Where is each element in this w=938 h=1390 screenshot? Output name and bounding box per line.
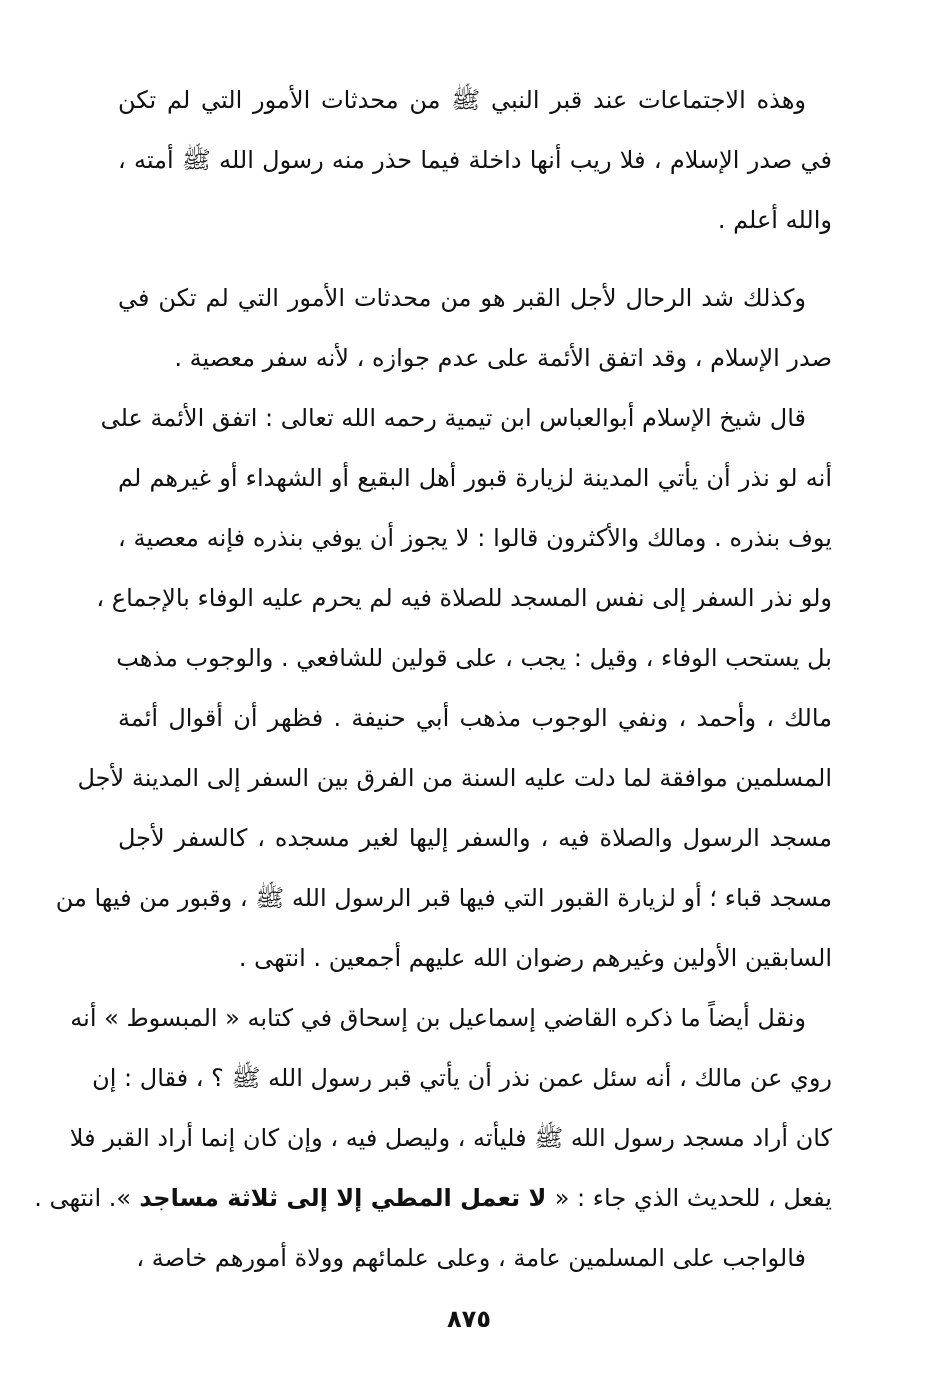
text-line: ولو نذر السفر إلى نفس المسجد للصلاة فيه لم يحرم عليه الوفاء بالإجماع ،	[96, 584, 832, 612]
hadith-quote: لا تعمل المطي إلا إلى ثلاثة مساجد	[131, 1184, 555, 1212]
text-line: فالواجب على المسلمين عامة ، وعلى علمائهم وولاة أمورهم خاصة ،	[136, 1244, 806, 1272]
text-line: مسجد الرسول والصلاة فيه ، والسفر إليها لغير مسجده ، كالسفر لأجل	[118, 824, 832, 852]
paragraph-4	[34, 988, 832, 1228]
text-line: وهذه الاجتماعات عند قبر النبي ﷺ من محدثات الأمور التي لم تكن	[118, 86, 806, 114]
text-line: ونقل أيضاً ما ذكره القاضي إسماعيل بن إسحاق في كتابه « المبسوط » أنه	[70, 1004, 806, 1032]
paragraph-3	[55, 388, 832, 988]
paragraph-gap	[118, 250, 832, 268]
text-line: المسلمين موافقة لما دلت عليه السنة من الفرق بين السفر إلى المدينة لأجل	[77, 764, 832, 792]
text-line: صدر الإسلام ، وقد اتفق الأئمة على عدم جوازه ، لأنه سفر معصية .	[174, 344, 832, 372]
text-line: يوف بنذره . ومالك والأكثرون قالوا : لا يجوز أن يوفي بنذره فإنه معصية ،	[118, 524, 832, 552]
text-line: السابقين الأولين وغيرهم رضوان الله عليهم أجمعين . انتهى .	[238, 944, 832, 972]
body-text	[34, 70, 832, 1288]
text-line: بل يستحب الوفاء ، وقيل : يجب ، على قولين للشافعي . والوجوب مذهب	[116, 644, 832, 672]
text-line: مالك ، وأحمد ، ونفي الوجوب مذهب أبي حنيفة . فظهر أن أقوال أئمة	[118, 704, 832, 732]
text-span: يفعل ، للحديث الذي جاء : «	[554, 1184, 832, 1212]
text-line: والله أعلم .	[717, 206, 832, 234]
text-line: أنه لو نذر أن يأتي المدينة لزيارة قبور أهل البقيع أو الشهداء أو غيرهم لم	[118, 464, 832, 492]
paragraph-5	[118, 1228, 832, 1288]
text-line: وكذلك شد الرحال لأجل القبر هو من محدثات الأمور التي لم تكن في	[118, 284, 806, 312]
text-span: ». انتهى .	[34, 1184, 132, 1212]
paragraph-1	[118, 70, 832, 250]
text-line: في صدر الإسلام ، فلا ريب أنها داخلة فيما حذر منه رسول الله ﷺ أمته ،	[118, 146, 832, 174]
text-line	[34, 1168, 832, 1228]
text-line: مسجد قباء ؛ أو لزيارة القبور التي فيها قبر الرسول الله ﷺ ، وقبور من فيها من	[55, 884, 832, 912]
text-line: كان أراد مسجد رسول الله ﷺ فليأته ، وليصل فيه ، وإن كان إنما أراد القبر فلا	[69, 1124, 832, 1152]
paragraph-2	[118, 268, 832, 388]
page-number: ٨٧٥	[447, 1305, 491, 1333]
text-line: قال شيخ الإسلام أبوالعباس ابن تيمية رحمه الله تعالى : اتفق الأئمة على	[100, 404, 806, 432]
text-line: روي عن مالك ، أنه سئل عمن نذر أن يأتي قبر رسول الله ﷺ ؟ ، فقال : إن	[92, 1064, 832, 1092]
